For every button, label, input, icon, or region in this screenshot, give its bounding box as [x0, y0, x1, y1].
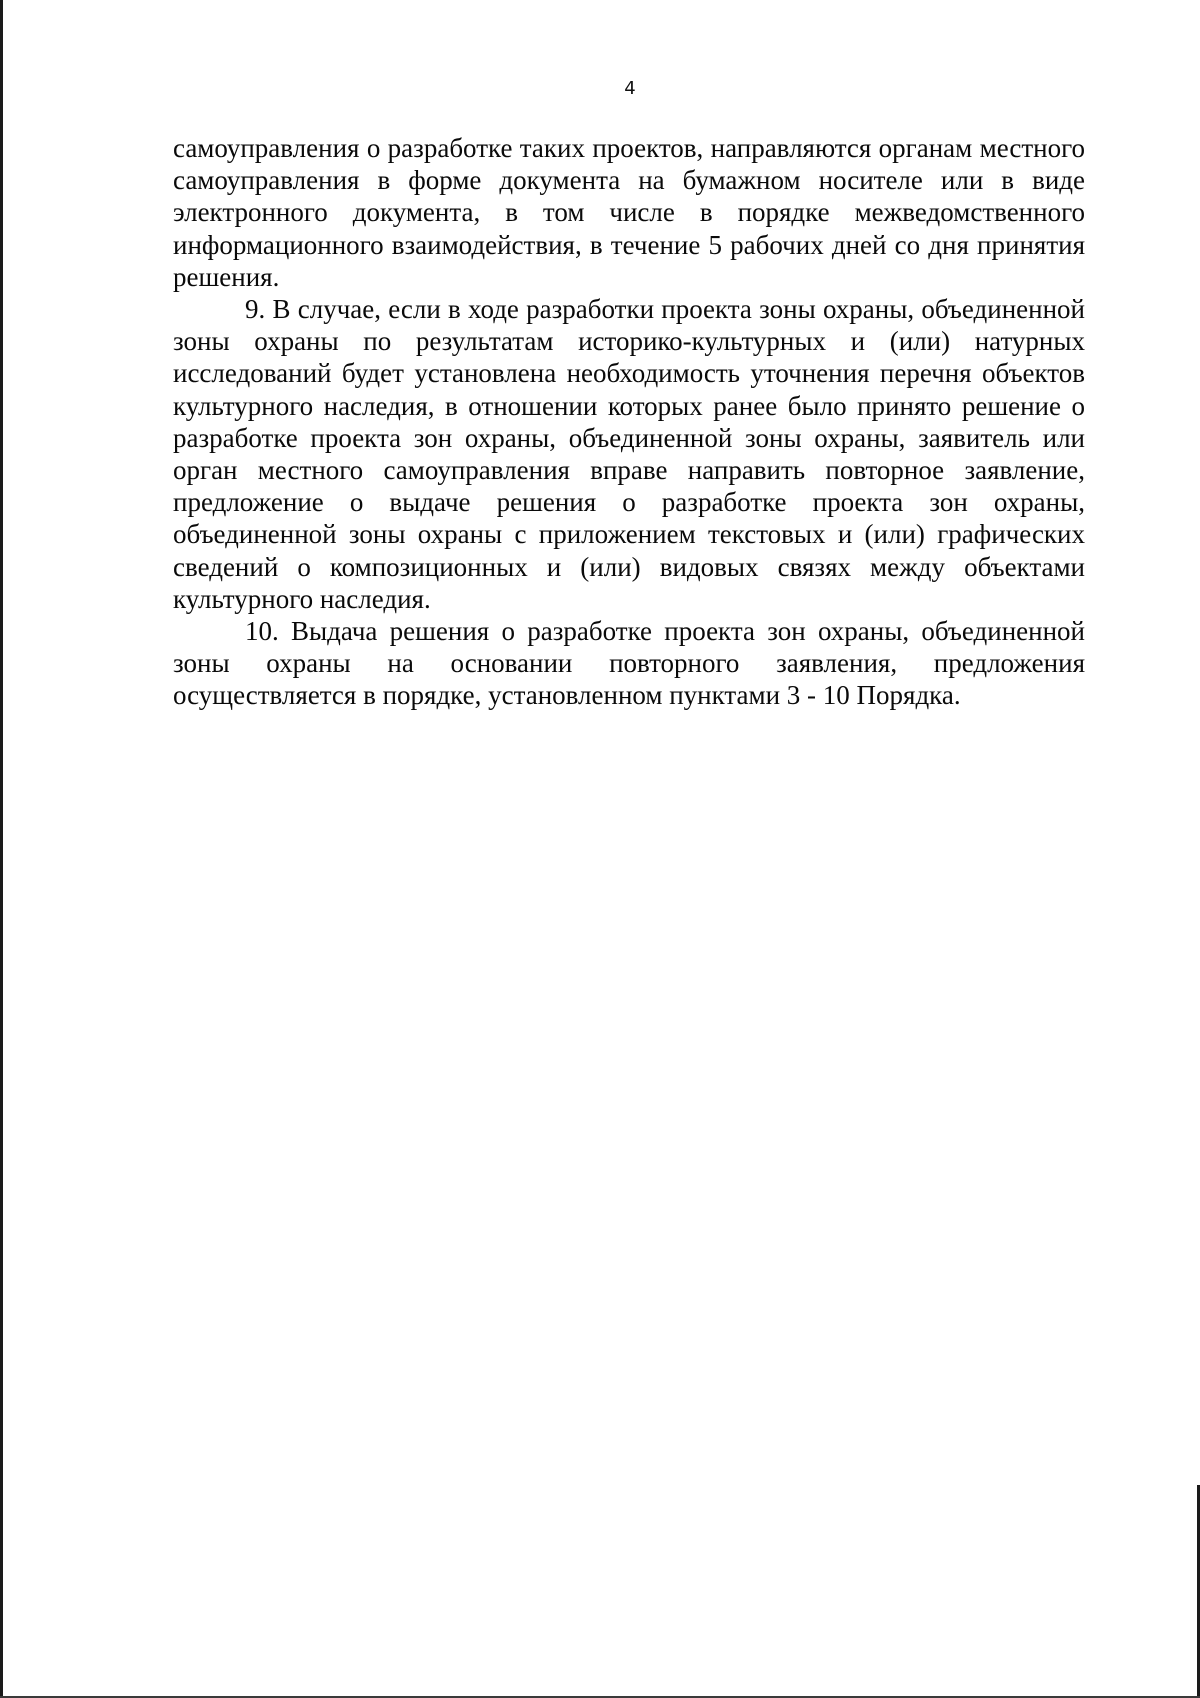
- page-number: 4: [624, 78, 636, 99]
- paragraph-item-9: 9. В случае, если в ходе разработки проекта зоны охраны, объединенной зоны охраны по результатам историко-культурных и (или) натурных исследований будет установлена необходимость уточнения перечня объектов культурного наследия, в отношении которых ранее было принято решение о разработке проекта зон охраны, объединенной зоны охраны, заявитель или орган местного самоуправления вправе направить повторное заявление, предложение о выдаче решения о разработке проекта зон охраны, объединенной зоны охраны с приложением текстовых и (или) графических сведений о композиционных и (или) видовых связях между объектами культурного наследия.: [173, 294, 1085, 614]
- paragraph-item-10: 10. Выдача решения о разработке проекта зон охраны, объединенной зоны охраны на основании повторного заявления, предложения осуществляется в порядке, установленном пунктами 3 - 10 Порядка.: [173, 616, 1085, 711]
- paragraph-continuation: самоуправления о разработке таких проектов, направляются органам местного самоуправления в форме документа на бумажном носителе или в виде электронного документа, в том числе в порядке межведомственного информационного взаимодействия, в течение 5 рабочих дней со дня принятия решения.: [173, 133, 1085, 292]
- scan-border-left: [0, 0, 3, 1698]
- document-body: [173, 132, 1085, 712]
